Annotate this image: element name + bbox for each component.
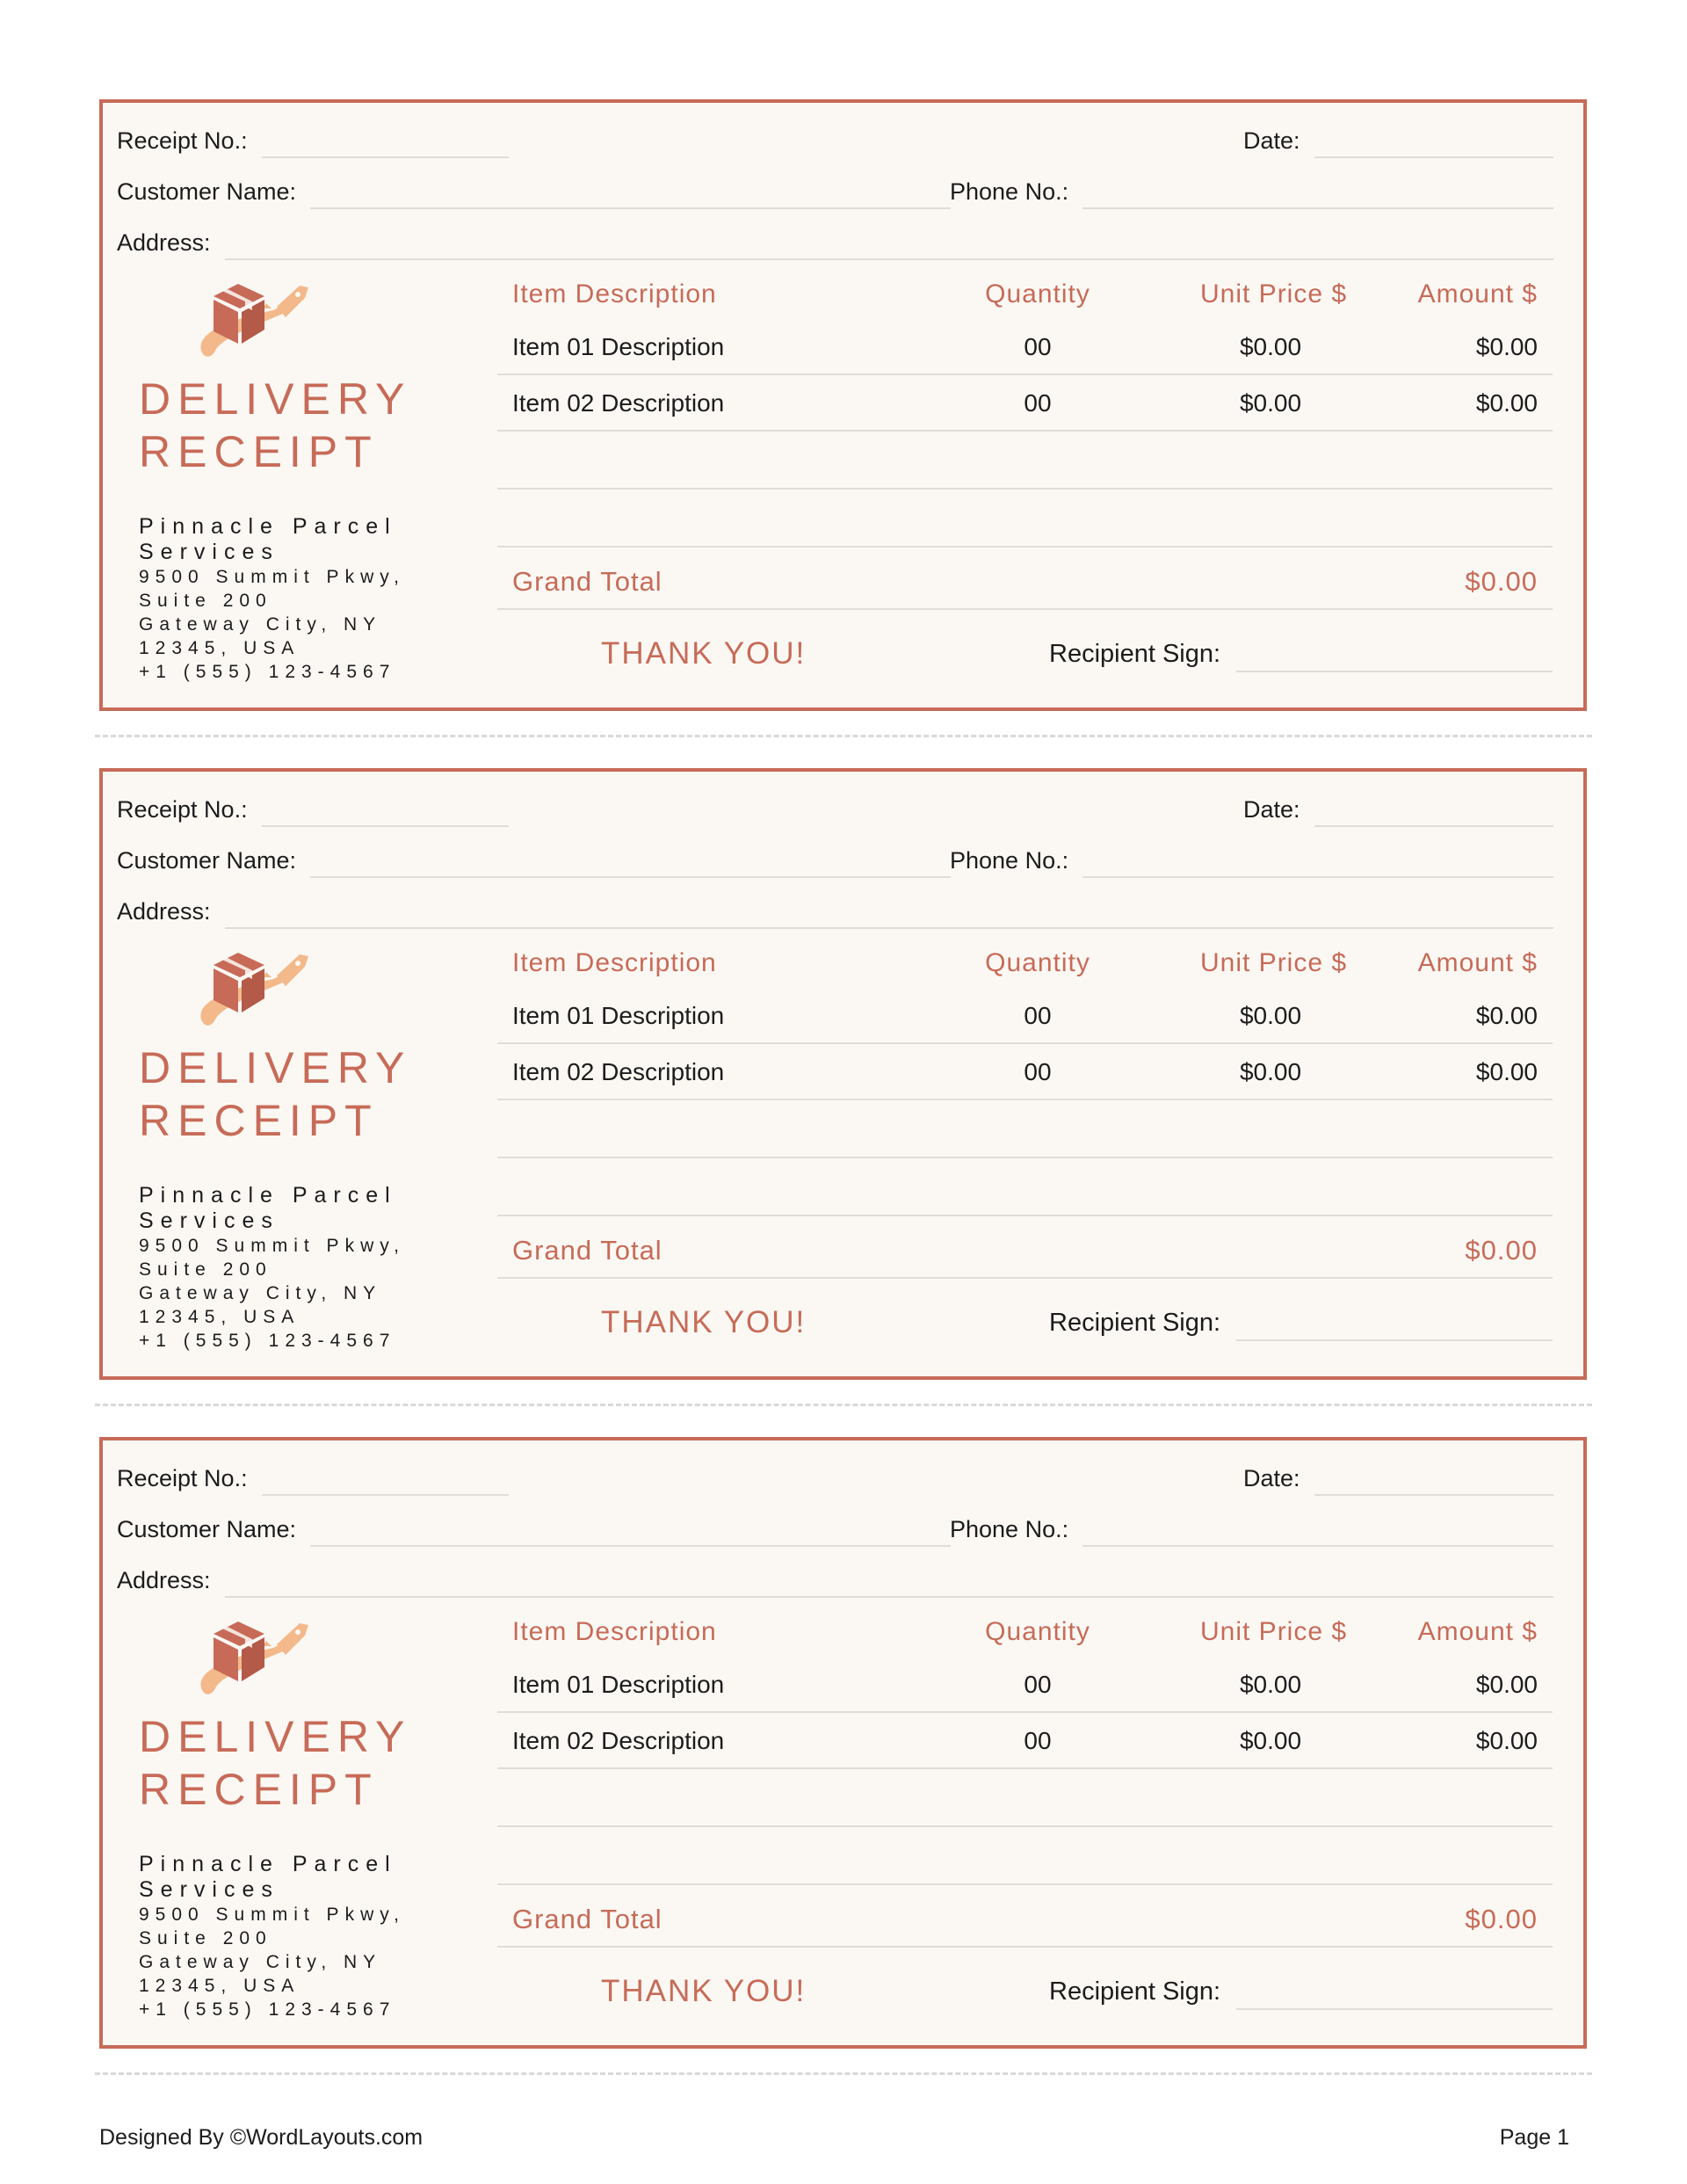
table-row[interactable] <box>497 988 1553 1044</box>
table-row-empty[interactable] <box>497 490 1553 548</box>
table-row-empty[interactable] <box>497 1100 1553 1158</box>
customer-name-input-line[interactable] <box>310 172 951 209</box>
item-quantity: 00 <box>1024 1058 1052 1085</box>
address-input-line[interactable] <box>225 1561 1553 1598</box>
item-amount: $0.00 <box>1475 333 1538 360</box>
address-field[interactable] <box>117 890 1553 929</box>
phone-no-field[interactable] <box>950 171 1553 209</box>
header-item-description: Item Description <box>512 279 717 308</box>
company-name-line2: Services <box>139 1877 279 1902</box>
table-row[interactable] <box>497 1044 1553 1100</box>
company-info <box>139 514 420 684</box>
header-amount: Amount $ <box>1417 279 1538 308</box>
company-address-line1: 9500 Summit Pkwy, <box>139 1236 406 1256</box>
header-unit-price: Unit Price $ <box>1200 279 1348 308</box>
phone-no-label: Phone No.: <box>950 178 1069 205</box>
grand-total-row <box>497 1891 1553 1948</box>
date-label: Date: <box>1243 796 1300 823</box>
package-delivery-icon <box>196 942 314 1034</box>
customer-name-label: Customer Name: <box>117 847 297 874</box>
table-row-empty[interactable] <box>497 432 1553 490</box>
item-quantity: 00 <box>1024 1002 1052 1029</box>
receipt-title-line2: RECEIPT <box>139 427 379 476</box>
phone-no-input-line[interactable] <box>1082 841 1553 878</box>
phone-no-input-line[interactable] <box>1082 1510 1553 1547</box>
receipt-no-field[interactable] <box>117 788 509 827</box>
company-address-line3: Gateway City, NY <box>139 1952 382 1972</box>
grand-total-label: Grand Total <box>512 1904 662 1934</box>
company-info <box>139 1852 420 2021</box>
header-unit-price: Unit Price $ <box>1200 1617 1348 1646</box>
address-label: Address: <box>117 898 211 925</box>
delivery-receipt-3 <box>99 1437 1587 2049</box>
company-address-line3: Gateway City, NY <box>139 1283 382 1303</box>
page-number: Page 1 <box>1499 2125 1569 2150</box>
thank-you-text: THANK YOU! <box>601 1974 807 2008</box>
company-address-line1: 9500 Summit Pkwy, <box>139 1905 406 1925</box>
grand-total-value: $0.00 <box>1465 1235 1538 1266</box>
header-quantity: Quantity <box>985 1617 1090 1646</box>
phone-no-label: Phone No.: <box>950 1516 1069 1542</box>
receipt-no-input-line[interactable] <box>262 790 509 827</box>
grand-total-row <box>497 554 1553 610</box>
cut-line <box>95 1404 1592 1406</box>
receipt-no-input-line[interactable] <box>262 121 509 158</box>
company-name-line1: Pinnacle Parcel <box>139 514 397 539</box>
company-info <box>139 1183 420 1353</box>
customer-name-label: Customer Name: <box>117 1516 297 1542</box>
address-field[interactable] <box>117 221 1553 260</box>
company-name-line1: Pinnacle Parcel <box>139 1852 397 1876</box>
header-item-description: Item Description <box>512 948 717 977</box>
item-unit-price: $0.00 <box>1239 333 1302 360</box>
delivery-receipt-2 <box>99 768 1587 1380</box>
items-table-header <box>497 270 1553 319</box>
package-delivery-icon <box>196 1611 314 1702</box>
date-field[interactable] <box>1243 1457 1553 1496</box>
recipient-sign-field[interactable] <box>1049 634 1553 672</box>
recipient-sign-label: Recipient Sign: <box>1049 640 1221 668</box>
table-row[interactable] <box>497 319 1553 375</box>
recipient-sign-line[interactable] <box>1236 1973 1553 2010</box>
item-description: Item 02 Description <box>512 389 725 417</box>
table-row-empty[interactable] <box>497 1158 1553 1216</box>
recipient-sign-field[interactable] <box>1049 1971 1553 2010</box>
phone-no-field[interactable] <box>950 1508 1553 1547</box>
date-input-line[interactable] <box>1314 121 1553 158</box>
address-input-line[interactable] <box>225 892 1553 929</box>
date-field[interactable] <box>1243 788 1553 827</box>
item-quantity: 00 <box>1024 1727 1052 1754</box>
recipient-sign-line[interactable] <box>1236 1304 1553 1341</box>
receipt-no-input-line[interactable] <box>262 1459 509 1496</box>
table-row[interactable] <box>497 1657 1553 1713</box>
company-phone: +1 (555) 123-4567 <box>139 1331 396 1351</box>
recipient-sign-label: Recipient Sign: <box>1049 1309 1221 1337</box>
header-unit-price: Unit Price $ <box>1200 948 1348 977</box>
item-quantity: 00 <box>1024 389 1052 417</box>
item-description: Item 01 Description <box>512 333 725 360</box>
customer-name-field[interactable] <box>117 171 951 209</box>
recipient-sign-label: Recipient Sign: <box>1049 1977 1221 2006</box>
receipt-no-label: Receipt No.: <box>117 127 248 154</box>
grand-total-value: $0.00 <box>1465 1904 1538 1934</box>
receipt-title-line2: RECEIPT <box>139 1096 379 1145</box>
company-name-line1: Pinnacle Parcel <box>139 1183 397 1208</box>
address-input-line[interactable] <box>225 223 1553 260</box>
company-name-line2: Services <box>139 540 279 564</box>
date-field[interactable] <box>1243 120 1553 158</box>
items-table-header <box>497 939 1553 988</box>
customer-name-input-line[interactable] <box>310 841 951 878</box>
date-label: Date: <box>1243 1465 1300 1491</box>
item-unit-price: $0.00 <box>1239 1058 1302 1085</box>
thank-you-text: THANK YOU! <box>601 1305 807 1339</box>
item-amount: $0.00 <box>1475 1058 1538 1085</box>
address-label: Address: <box>117 1567 211 1593</box>
company-address-line4: 12345, USA <box>139 638 300 658</box>
phone-no-field[interactable] <box>950 839 1553 878</box>
item-amount: $0.00 <box>1475 1727 1538 1754</box>
item-description: Item 01 Description <box>512 1671 725 1698</box>
receipt-title <box>139 1710 411 1816</box>
company-address-line1: 9500 Summit Pkwy, <box>139 567 406 587</box>
company-name-line2: Services <box>139 1208 279 1233</box>
customer-name-label: Customer Name: <box>117 178 297 205</box>
grand-total-label: Grand Total <box>512 566 662 597</box>
delivery-receipt-1 <box>99 99 1587 711</box>
header-amount: Amount $ <box>1417 948 1538 977</box>
company-phone: +1 (555) 123-4567 <box>139 1999 396 2020</box>
item-unit-price: $0.00 <box>1239 1671 1302 1698</box>
date-label: Date: <box>1243 127 1300 154</box>
company-address-line2: Suite 200 <box>139 1259 272 1280</box>
item-description: Item 01 Description <box>512 1002 725 1029</box>
company-address-line3: Gateway City, NY <box>139 614 382 635</box>
phone-no-label: Phone No.: <box>950 847 1069 874</box>
table-row-empty[interactable] <box>497 1769 1553 1827</box>
table-row[interactable] <box>497 1713 1553 1769</box>
receipt-no-field[interactable] <box>117 120 509 158</box>
recipient-sign-line[interactable] <box>1236 635 1553 672</box>
item-unit-price: $0.00 <box>1239 389 1302 417</box>
grand-total-value: $0.00 <box>1465 566 1538 597</box>
company-address-line4: 12345, USA <box>139 1976 300 1996</box>
item-description: Item 02 Description <box>512 1058 725 1085</box>
footer-credit: Designed By ©WordLayouts.com <box>99 2125 424 2150</box>
grand-total-label: Grand Total <box>512 1235 662 1266</box>
address-field[interactable] <box>117 1559 1553 1598</box>
receipt-title-line1: DELIVERY <box>139 1043 412 1092</box>
customer-name-field[interactable] <box>117 839 951 878</box>
item-amount: $0.00 <box>1475 1002 1538 1029</box>
item-unit-price: $0.00 <box>1239 1002 1302 1029</box>
phone-no-input-line[interactable] <box>1082 172 1553 209</box>
recipient-sign-field[interactable] <box>1049 1302 1553 1341</box>
receipt-title-line1: DELIVERY <box>139 1712 412 1761</box>
receipt-title <box>139 1041 411 1147</box>
address-label: Address: <box>117 229 211 256</box>
receipt-no-label: Receipt No.: <box>117 1465 248 1491</box>
header-item-description: Item Description <box>512 1617 717 1646</box>
receipt-title-line2: RECEIPT <box>139 1765 379 1814</box>
item-description: Item 02 Description <box>512 1727 725 1754</box>
header-quantity: Quantity <box>985 948 1090 977</box>
items-table-header <box>497 1607 1553 1657</box>
company-address-line2: Suite 200 <box>139 1928 272 1948</box>
table-row-empty[interactable] <box>497 1827 1553 1885</box>
thank-you-text: THANK YOU! <box>601 636 807 671</box>
receipt-title-line1: DELIVERY <box>139 374 412 424</box>
date-input-line[interactable] <box>1314 790 1553 827</box>
receipt-no-field[interactable] <box>117 1457 509 1496</box>
item-quantity: 00 <box>1024 1671 1052 1698</box>
company-phone: +1 (555) 123-4567 <box>139 662 396 682</box>
package-delivery-icon <box>196 273 314 365</box>
cut-line <box>95 2072 1592 2075</box>
customer-name-input-line[interactable] <box>310 1510 951 1547</box>
company-address-line4: 12345, USA <box>139 1307 300 1327</box>
table-row[interactable] <box>497 375 1553 432</box>
header-quantity: Quantity <box>985 279 1090 308</box>
item-quantity: 00 <box>1024 333 1052 360</box>
company-address-line2: Suite 200 <box>139 591 272 611</box>
item-amount: $0.00 <box>1475 1671 1538 1698</box>
receipt-title <box>139 373 411 478</box>
receipt-no-label: Receipt No.: <box>117 796 248 823</box>
header-amount: Amount $ <box>1417 1617 1538 1646</box>
item-amount: $0.00 <box>1475 389 1538 417</box>
grand-total-row <box>497 1223 1553 1279</box>
cut-line <box>95 735 1592 737</box>
date-input-line[interactable] <box>1314 1459 1553 1496</box>
customer-name-field[interactable] <box>117 1508 951 1547</box>
item-unit-price: $0.00 <box>1239 1727 1302 1754</box>
